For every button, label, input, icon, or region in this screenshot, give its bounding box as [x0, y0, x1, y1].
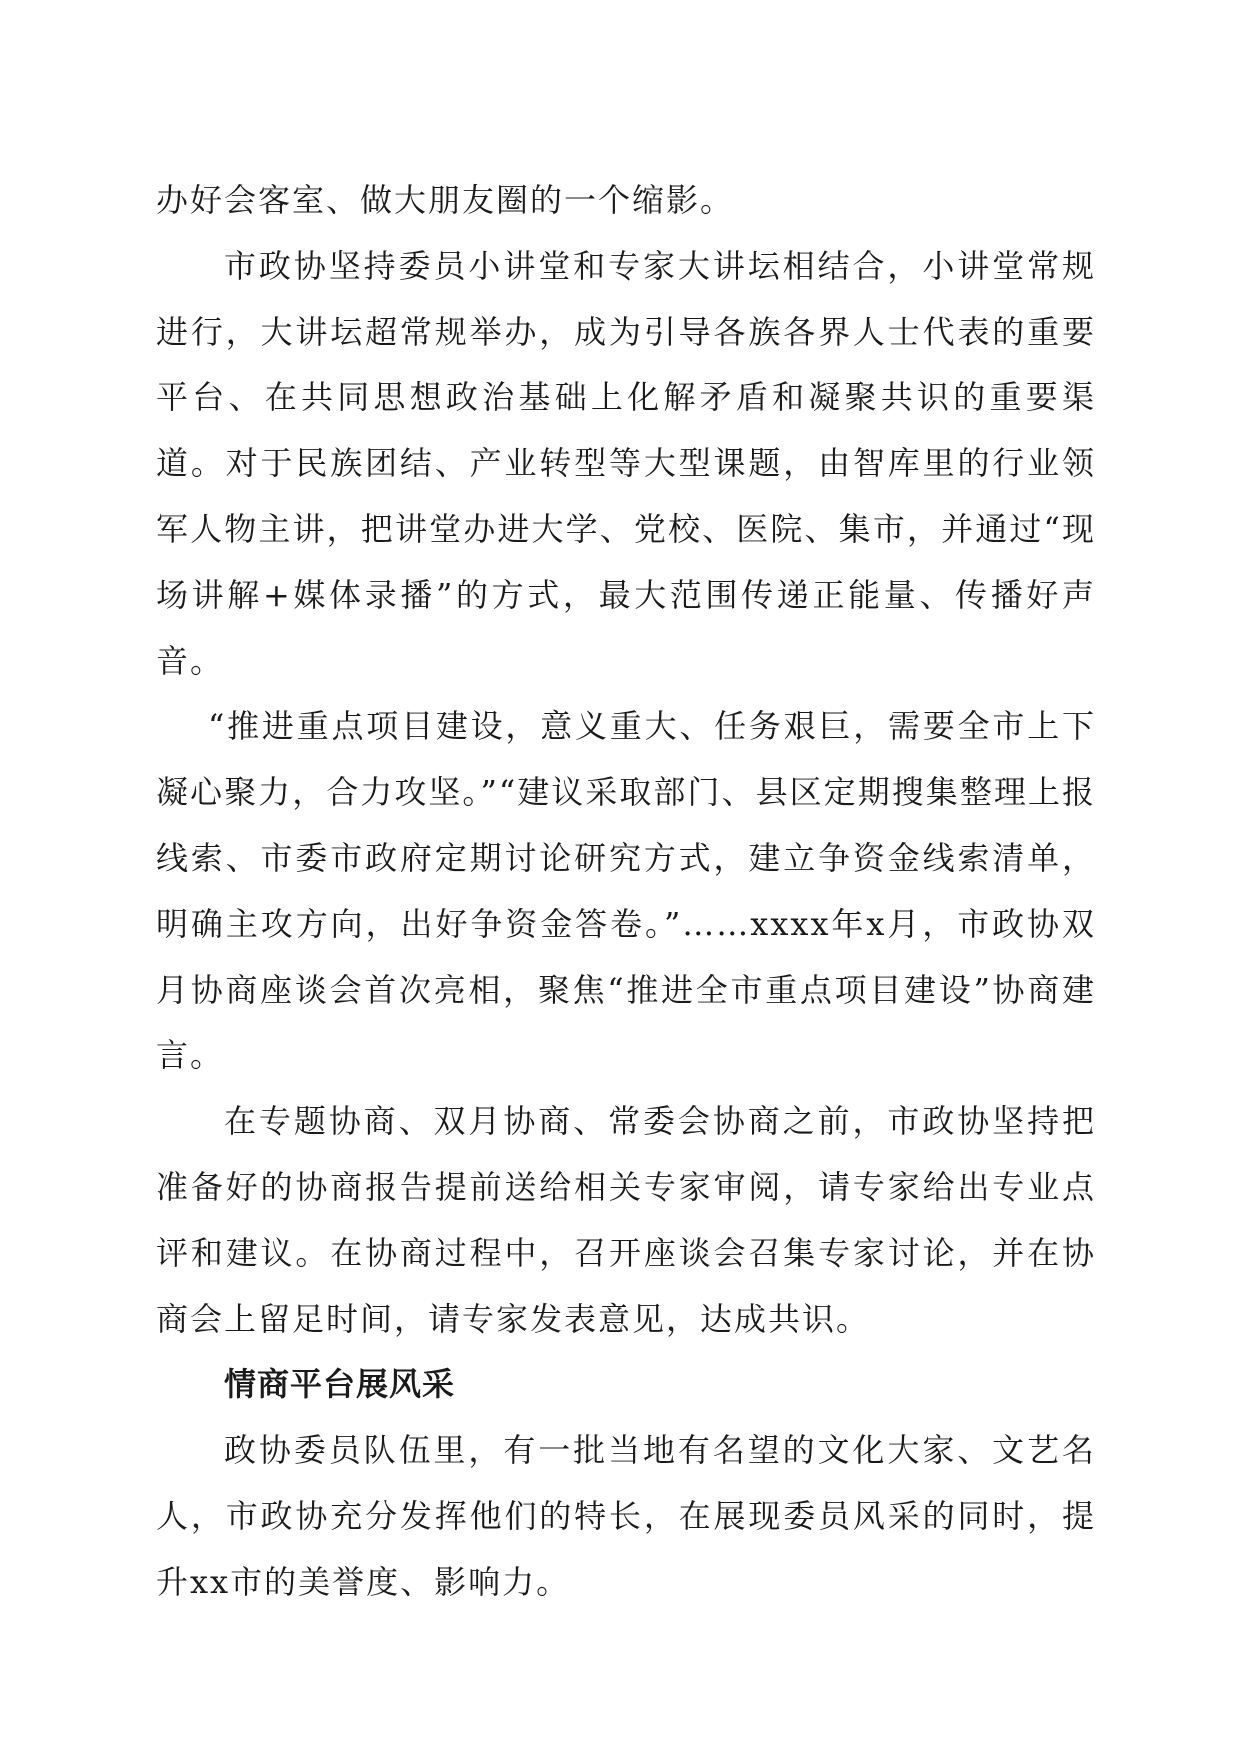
document-body	[156, 168, 1096, 1616]
section-heading: 情商平台展风采	[224, 1365, 456, 1404]
paragraph-continuation: 办好会客室、做大朋友圈的一个缩影。	[156, 181, 735, 219]
paragraph-expert-review: 在专题协商、双月协商、常委会协商之前，市政协坚持把准备好的协商报告提前送给相关专家审阅，请专家给出专业点评和建议。在协商过程中，召开座谈会召集专家讨论，并在协商会上留足时间，请专家发表意见，达成共识。	[156, 1102, 1096, 1338]
paragraph-cultural-figures: 政协委员队伍里，有一批当地有名望的文化大家、文艺名人，市政协充分发挥他们的特长，在展现委员风采的同时，提升xx市的美誉度、影响力。	[156, 1431, 1096, 1601]
paragraph-key-projects: “推进重点项目建设，意义重大、任务艰巨，需要全市上下凝心聚力，合力攻坚。”“建议采取部门、县区定期搜集整理上报线索、市委市政府定期讨论研究方式，建立争资金线索清单，明确主攻方向，出好争资金答卷。”……xxxx年x月，市政协双月协商座谈会首次亮相，聚焦“推进全市重点项目建设”协商建言。	[156, 707, 1096, 1075]
paragraph-lecture-hall: 市政协坚持委员小讲堂和专家大讲坛相结合，小讲堂常规进行，大讲坛超常规举办，成为引导各族各界人士代表的重要平台、在共同思想政治基础上化解矛盾和凝聚共识的重要渠道。对于民族团结、产业转型等大型课题，由智库里的行业领军人物主讲，把讲堂办进大学、党校、医院、集市，并通过“现场讲解+媒体录播”的方式，最大范围传递正能量、传播好声音。	[156, 246, 1096, 680]
